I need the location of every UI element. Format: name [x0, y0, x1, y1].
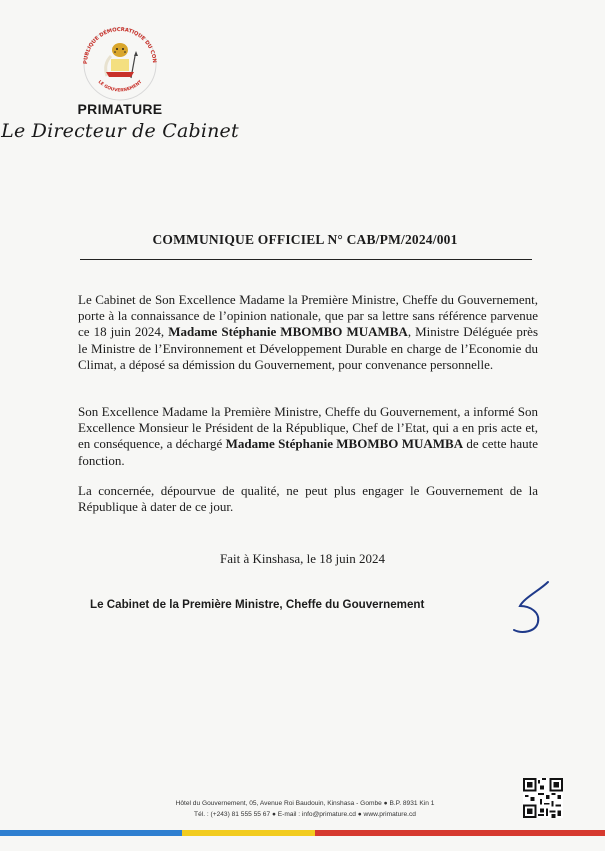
- paragraph-resignation: [78, 292, 538, 373]
- svg-text:RÉPUBLIQUE DÉMOCRATIQUE DU CON: PUBLIQUE DÉMOCRATIQUE DU CON: [82, 26, 158, 65]
- handwritten-signature: [500, 578, 560, 648]
- footer-contact: Tél. : (+243) 81 555 55 67 ● E-mail : info@primature.cd ● www.primature.cd: [194, 811, 416, 818]
- flag-yellow-segment: [182, 830, 315, 836]
- minister-name: Madame Stéphanie MBOMBO MUAMBA: [168, 324, 408, 340]
- title-divider: [80, 259, 532, 260]
- svg-text:LE GOUVERNEMENT: LE GOUVERNEMENT: [96, 79, 144, 94]
- flag-red-segment: [315, 830, 605, 836]
- minister-name: Madame Stéphanie MBOMBO MUAMBA: [225, 436, 464, 452]
- paragraph-text: , Ministre Déléguée près le Ministre de l’Environnement et Développement Durable en charge de l’Economie du Climat, a déposé sa démission du Gouvernement, pour convenance personnelle.: [78, 324, 539, 372]
- qr-code: [523, 778, 563, 818]
- paragraph-discharge: [78, 404, 538, 469]
- place-date: Fait à Kinshasa, le 18 juin 2024: [220, 551, 386, 566]
- paragraph-text: de cette haute fonction.: [78, 436, 539, 468]
- signatory: Le Cabinet de la Première Ministre, Cheffe du Gouvernement: [90, 598, 425, 611]
- communique-title: COMMUNIQUE OFFICIEL N° CAB/PM/2024/001: [152, 232, 458, 247]
- flag-blue-segment: [0, 830, 182, 836]
- office-name: PRIMATURE: [77, 101, 163, 117]
- coat-of-arms-seal: [73, 20, 167, 102]
- paragraph-effect: [78, 483, 538, 515]
- footer-address: Hôtel du Gouvernement, 05, Avenue Roi Baudouin, Kinshasa - Gombe ● B.P. 8931 Kin 1: [175, 800, 435, 807]
- flag-color-bar: [0, 830, 605, 836]
- paragraph-text: La concernée, dépourvue de qualité, ne peut plus engager le Gouvernement de la République à dater de ce jour.: [78, 483, 538, 515]
- office-subtitle: Le Directeur de Cabinet: [1, 120, 239, 142]
- paragraph-text: Le Cabinet de Son Excellence Madame la Première Ministre, Cheffe du Gouvernement, porte à la connaissance de l’opinion nationale, que par sa lettre sans référence parvenue ce 18 juin 2024,: [78, 292, 538, 340]
- paragraph-text: Son Excellence Madame la Première Ministre, Cheffe du Gouvernement, a informé Son Excellence Monsieur le Président de la République, Chef de l’Etat, qui a en pris acte et, en conséquence, a déchargé: [78, 404, 538, 452]
